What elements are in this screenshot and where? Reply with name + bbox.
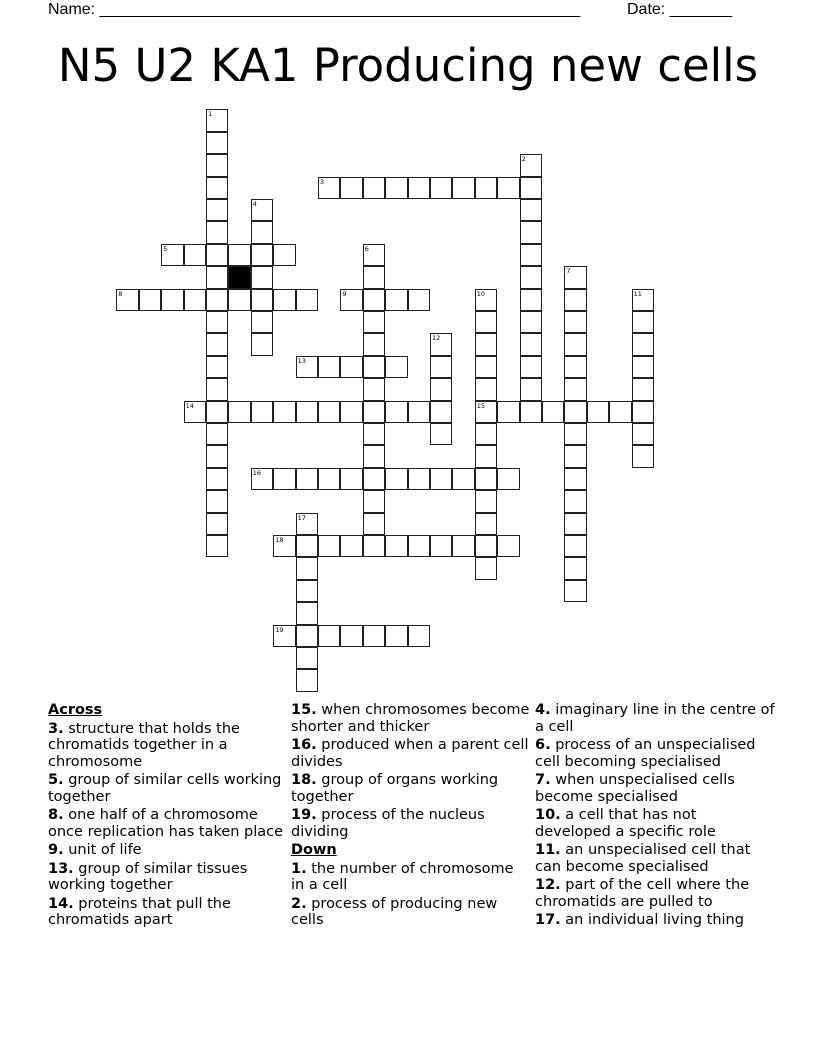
grid-cell[interactable] (452, 535, 474, 557)
grid-cell[interactable] (520, 221, 542, 243)
across-clue (291, 702, 531, 735)
grid-cell[interactable] (408, 468, 430, 490)
grid-cell[interactable] (632, 378, 654, 400)
clue-number: 14. (48, 895, 74, 912)
across-clue (48, 896, 288, 929)
grid-cell[interactable] (206, 468, 228, 490)
clue-text: process of producing new cells (291, 895, 498, 928)
across-clue (48, 807, 288, 840)
clue-number-label: 12 (432, 334, 441, 343)
grid-cell[interactable] (363, 356, 385, 378)
grid-cell[interactable] (206, 199, 228, 221)
grid-cell[interactable] (452, 177, 474, 199)
clue-number: 12. (535, 877, 561, 893)
grid-cell[interactable] (497, 177, 519, 199)
grid-cell[interactable] (497, 535, 519, 557)
clue-text: imaginary line in the centre of a cell (535, 702, 775, 735)
grid-cell[interactable] (363, 311, 385, 333)
down-clue (291, 896, 531, 929)
grid-cell[interactable] (116, 289, 138, 311)
grid-cell[interactable] (632, 311, 654, 333)
grid-cell[interactable] (206, 244, 228, 266)
clue-text: produced when a parent cell divides (291, 737, 529, 770)
clues-column-2 (291, 702, 531, 931)
grid-cell[interactable] (206, 266, 228, 288)
grid-cell[interactable] (318, 625, 340, 647)
grid-cell[interactable] (296, 401, 318, 423)
clue-number: 7. (535, 772, 551, 788)
grid-cell[interactable] (206, 490, 228, 512)
grid-cell[interactable] (206, 535, 228, 557)
black-cell (228, 266, 250, 288)
grid-cell[interactable] (273, 244, 295, 266)
clue-number-label: 14 (185, 401, 194, 410)
grid-cell[interactable] (161, 244, 183, 266)
clue-text: group of similar tissues working together (48, 860, 248, 893)
clue-number: 11. (535, 842, 561, 858)
grid-cell[interactable] (228, 289, 250, 311)
date-field-label: Date: _______ (627, 1, 732, 18)
grid-cell[interactable] (632, 333, 654, 355)
grid-cell[interactable] (251, 199, 273, 221)
grid-cell[interactable] (251, 468, 273, 490)
down-heading: Down (291, 842, 337, 858)
down-clue (535, 807, 775, 840)
clue-number-label: 7 (566, 267, 571, 276)
grid-cell[interactable] (206, 289, 228, 311)
grid-cell[interactable] (296, 356, 318, 378)
clue-number: 4. (535, 702, 551, 718)
down-clue (291, 861, 531, 894)
grid-cell[interactable] (475, 289, 497, 311)
grid-cell[interactable] (564, 356, 586, 378)
clue-text: the number of chromosome in a cell (291, 860, 514, 893)
clue-text: an individual living thing (565, 912, 744, 928)
grid-cell[interactable] (385, 356, 407, 378)
clue-text: part of the cell where the chromatids are pulled to (535, 877, 750, 910)
clue-number-label: 5 (163, 244, 168, 253)
grid-cell[interactable] (363, 535, 385, 557)
grid-cell[interactable] (251, 311, 273, 333)
grid-cell[interactable] (475, 177, 497, 199)
grid-cell[interactable] (520, 244, 542, 266)
grid-cell[interactable] (408, 535, 430, 557)
across-clue (291, 737, 531, 770)
grid-cell[interactable] (340, 177, 362, 199)
clue-number: 3. (48, 720, 64, 737)
grid-cell[interactable] (520, 356, 542, 378)
grid-cell[interactable] (564, 445, 586, 467)
grid-cell[interactable] (228, 401, 250, 423)
grid-cell[interactable] (139, 289, 161, 311)
grid-cell[interactable] (408, 625, 430, 647)
grid-cell[interactable] (430, 378, 452, 400)
down-clue (535, 737, 775, 770)
grid-cell[interactable] (632, 423, 654, 445)
grid-cell[interactable] (520, 177, 542, 199)
grid-cell[interactable] (296, 669, 318, 691)
grid-cell[interactable] (564, 423, 586, 445)
clue-number: 9. (48, 842, 64, 858)
grid-cell[interactable] (273, 289, 295, 311)
grid-cell[interactable] (520, 378, 542, 400)
grid-cell[interactable] (497, 468, 519, 490)
clue-number: 18. (291, 772, 317, 788)
grid-cell[interactable] (520, 289, 542, 311)
across-clue (48, 721, 288, 771)
grid-cell[interactable] (475, 401, 497, 423)
across-clue (48, 842, 288, 859)
clue-text: unit of life (68, 842, 142, 858)
clue-text: when chromosomes become shorter and thicker (291, 702, 530, 735)
grid-cell[interactable] (520, 266, 542, 288)
grid-cell[interactable] (475, 535, 497, 557)
grid-cell[interactable] (273, 401, 295, 423)
clue-number: 6. (535, 737, 551, 753)
grid-cell[interactable] (206, 154, 228, 176)
across-heading: Across (48, 702, 103, 718)
clue-number: 1. (291, 860, 307, 877)
grid-cell[interactable] (340, 289, 362, 311)
grid-cell[interactable] (206, 356, 228, 378)
grid-cell[interactable] (564, 468, 586, 490)
clue-number-label: 2 (521, 155, 526, 164)
grid-cell[interactable] (385, 535, 407, 557)
clue-number-label: 18 (275, 536, 284, 544)
grid-cell[interactable] (206, 401, 228, 423)
clue-number-label: 17 (297, 513, 306, 522)
grid-cell[interactable] (206, 445, 228, 467)
grid-cell[interactable] (296, 468, 318, 490)
clue-text: group of similar cells working together (48, 772, 282, 805)
clue-number-label: 8 (118, 289, 123, 298)
page-title: N5 U2 KA1 Producing new cells (57, 39, 759, 92)
grid-cell[interactable] (385, 625, 407, 647)
clue-number: 17. (535, 912, 561, 928)
grid-cell[interactable] (363, 266, 385, 288)
across-clue (291, 772, 531, 805)
grid-cell[interactable] (184, 289, 206, 311)
grid-cell[interactable] (363, 333, 385, 355)
clue-number: 16. (291, 737, 317, 753)
grid-cell[interactable] (296, 289, 318, 311)
grid-cell[interactable] (251, 266, 273, 288)
across-clue (48, 772, 288, 805)
clue-number-label: 19 (275, 625, 284, 634)
grid-cell[interactable] (520, 401, 542, 423)
clues-column-3 (535, 702, 775, 931)
grid-cell[interactable] (363, 625, 385, 647)
clue-text: process of the nucleus dividing (291, 807, 485, 840)
grid-cell[interactable] (340, 535, 362, 557)
grid-cell[interactable] (564, 490, 586, 512)
grid-cell[interactable] (206, 423, 228, 445)
grid-cell[interactable] (564, 513, 586, 535)
grid-cell[interactable] (340, 625, 362, 647)
grid-cell[interactable] (475, 311, 497, 333)
grid-cell[interactable] (632, 401, 654, 423)
grid-cell[interactable] (385, 177, 407, 199)
grid-cell[interactable] (251, 289, 273, 311)
grid-cell[interactable] (430, 177, 452, 199)
grid-cell[interactable] (475, 333, 497, 355)
grid-cell[interactable] (318, 177, 340, 199)
grid-cell[interactable] (408, 177, 430, 199)
grid-cell[interactable] (609, 401, 631, 423)
grid-cell[interactable] (542, 401, 564, 423)
clue-number: 10. (535, 807, 561, 823)
grid-cell[interactable] (363, 177, 385, 199)
grid-cell[interactable] (408, 401, 430, 423)
across-clue (48, 861, 288, 894)
grid-cell[interactable] (318, 535, 340, 557)
down-clue (535, 702, 775, 735)
grid-cell[interactable] (430, 423, 452, 445)
grid-cell[interactable] (363, 289, 385, 311)
grid-cell[interactable] (273, 625, 295, 647)
grid-cell[interactable] (363, 244, 385, 266)
grid-cell[interactable] (206, 378, 228, 400)
clues-column-1 (48, 702, 288, 931)
clue-number-label: 10 (476, 289, 486, 298)
grid-cell[interactable] (475, 557, 497, 579)
grid-cell[interactable] (184, 244, 206, 266)
grid-cell[interactable] (564, 401, 586, 423)
clue-number-label: 6 (364, 244, 369, 253)
grid-cell[interactable] (385, 289, 407, 311)
clue-number-label: 4 (252, 200, 257, 208)
name-field-label: Name: ______________________________________________________ (48, 1, 581, 18)
down-clue (535, 842, 775, 875)
grid-cell[interactable] (564, 557, 586, 579)
grid-cell[interactable] (296, 625, 318, 647)
clue-number-label: 9 (342, 289, 347, 298)
grid-cell[interactable] (206, 109, 228, 131)
grid-cell[interactable] (161, 289, 183, 311)
grid-cell[interactable] (340, 356, 362, 378)
clue-text: group of organs working together (291, 772, 499, 805)
across-clue (291, 807, 531, 840)
grid-cell[interactable] (363, 401, 385, 423)
grid-cell[interactable] (564, 333, 586, 355)
grid-cell[interactable] (296, 602, 318, 624)
grid-cell[interactable] (318, 356, 340, 378)
grid-cell[interactable] (430, 356, 452, 378)
down-clue (535, 877, 775, 910)
grid-cell[interactable] (408, 289, 430, 311)
down-clue (535, 912, 775, 929)
clue-number: 15. (291, 702, 317, 718)
down-clue (535, 772, 775, 805)
clue-text: proteins that pull the chromatids apart (48, 895, 231, 928)
grid-cell[interactable] (206, 513, 228, 535)
clue-text: process of an unspecialised cell becoming specialised (535, 737, 756, 770)
clue-number: 13. (48, 860, 74, 877)
grid-cell[interactable] (564, 266, 586, 288)
clue-text: a cell that has not developed a specific role (535, 807, 716, 840)
grid-cell[interactable] (385, 401, 407, 423)
grid-cell[interactable] (385, 468, 407, 490)
clue-text: when unspecialised cells become specialised (535, 772, 735, 805)
grid-cell[interactable] (296, 580, 318, 602)
grid-cell[interactable] (340, 401, 362, 423)
grid-cell[interactable] (296, 557, 318, 579)
grid-cell[interactable] (564, 378, 586, 400)
grid-cell[interactable] (206, 177, 228, 199)
grid-cell[interactable] (251, 221, 273, 243)
clue-text: one half of a chromosome once replication has taken place (48, 807, 284, 840)
grid-cell[interactable] (318, 468, 340, 490)
grid-cell[interactable] (430, 401, 452, 423)
clue-number: 19. (291, 807, 317, 823)
grid-cell[interactable] (475, 356, 497, 378)
grid-cell[interactable] (520, 333, 542, 355)
grid-cell[interactable] (363, 423, 385, 445)
grid-cell[interactable] (564, 580, 586, 602)
clue-number-label: 3 (320, 177, 325, 186)
grid-cell[interactable] (363, 513, 385, 535)
grid-cell[interactable] (452, 468, 474, 490)
grid-cell[interactable] (206, 311, 228, 333)
grid-cell[interactable] (475, 445, 497, 467)
grid-cell[interactable] (632, 289, 654, 311)
grid-cell[interactable] (251, 333, 273, 355)
grid-cell[interactable] (475, 423, 497, 445)
grid-cell[interactable] (273, 468, 295, 490)
grid-cell[interactable] (430, 333, 452, 355)
grid-cell[interactable] (520, 199, 542, 221)
clue-number-label: 1 (208, 110, 213, 119)
grid-cell[interactable] (564, 535, 586, 557)
grid-cell[interactable] (206, 221, 228, 243)
grid-cell[interactable] (184, 401, 206, 423)
grid-cell[interactable] (632, 356, 654, 378)
grid-cell[interactable] (340, 468, 362, 490)
clue-number: 5. (48, 772, 64, 788)
grid-cell[interactable] (251, 401, 273, 423)
grid-cell[interactable] (228, 244, 250, 266)
clue-text: an unspecialised cell that can become specialised (535, 842, 751, 875)
grid-cell[interactable] (206, 333, 228, 355)
grid-cell[interactable] (206, 132, 228, 154)
grid-cell[interactable] (475, 490, 497, 512)
grid-cell[interactable] (430, 535, 452, 557)
grid-cell[interactable] (296, 513, 318, 535)
clue-number: 2. (291, 895, 307, 912)
grid-cell[interactable] (363, 490, 385, 512)
grid-cell[interactable] (475, 468, 497, 490)
grid-cell[interactable] (475, 513, 497, 535)
grid-cell[interactable] (564, 311, 586, 333)
grid-cell[interactable] (475, 378, 497, 400)
grid-cell[interactable] (296, 535, 318, 557)
clue-number-label: 13 (297, 356, 306, 365)
grid-cell[interactable] (520, 311, 542, 333)
grid-cell[interactable] (587, 401, 609, 423)
grid-cell[interactable] (296, 647, 318, 669)
grid-cell[interactable] (363, 468, 385, 490)
grid-cell[interactable] (564, 289, 586, 311)
clue-number: 8. (48, 807, 64, 823)
clue-text: structure that holds the chromatids together in a chromosome (48, 720, 240, 770)
clue-number-label: 15 (476, 401, 486, 410)
grid-cell[interactable] (363, 445, 385, 467)
grid-cell[interactable] (430, 468, 452, 490)
grid-cell[interactable] (273, 535, 295, 557)
grid-cell[interactable] (497, 401, 519, 423)
grid-cell[interactable] (632, 445, 654, 467)
grid-cell[interactable] (251, 244, 273, 266)
grid-cell[interactable] (520, 154, 542, 176)
clue-number-label: 11 (633, 289, 642, 298)
grid-cell[interactable] (363, 378, 385, 400)
clue-number-label: 16 (252, 468, 262, 477)
grid-cell[interactable] (318, 401, 340, 423)
